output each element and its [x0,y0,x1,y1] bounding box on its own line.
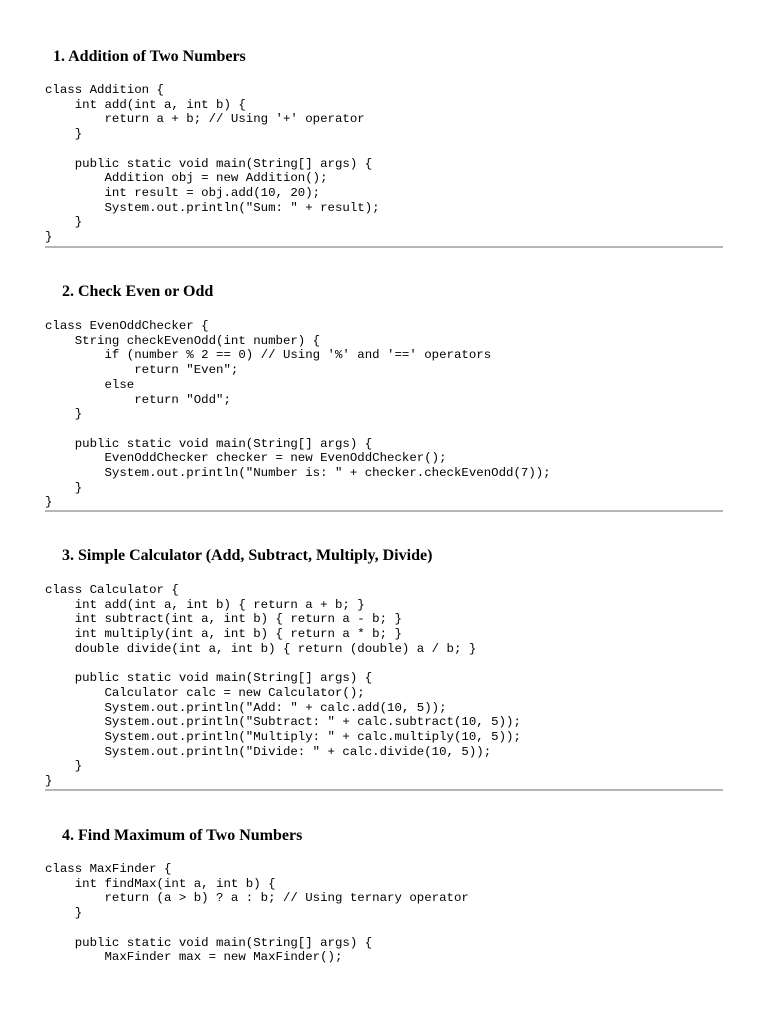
section-heading: 3. Simple Calculator (Add, Subtract, Multiply, Divide) [62,547,433,564]
code-block: class EvenOddChecker { String checkEvenOdd(int number) { if (number % 2 == 0) // Using '%' and '==' operators return "Even"; else return "Odd"; } public static void main(String[] args) { EvenOddChecker checker = new EvenOddChecker(); System.out.println("Number is: " + checker.checkEvenOdd(7)); } } [45,319,551,510]
section-heading: 2. Check Even or Odd [62,283,214,300]
section-divider [45,246,723,248]
code-block: class Addition { int add(int a, int b) { return a + b; // Using '+' operator } public static void main(String[] args) { Addition obj = new Addition(); int result = obj.add(10, 20); System.out.println("Sum: " + result); } } [45,83,380,245]
section-divider [45,789,723,791]
section-heading: 4. Find Maximum of Two Numbers [62,827,303,844]
code-block: class Calculator { int add(int a, int b) { return a + b; } int subtract(int a, int b) { return a - b; } int multiply(int a, int b) { return a * b; } double divide(int a, int b) { return (double) a / b; } public static void main(String[] args) { Calculator calc = new Calculator(); System.out.println("Add: " + calc.add(10, 5)); System.out.println("Subtract: " + calc.subtract(10, 5)); System.out.println("Multiply: " + calc.multiply(10, 5)); System.out.println("Divide: " + calc.divide(10, 5)); } } [45,583,521,789]
section-divider [45,510,723,512]
section-heading: 1. Addition of Two Numbers [53,48,246,65]
code-block: class MaxFinder { int findMax(int a, int b) { return (a > b) ? a : b; // Using ternary operator } public static void main(String[] args) { MaxFinder max = new MaxFinder(); [45,862,469,965]
